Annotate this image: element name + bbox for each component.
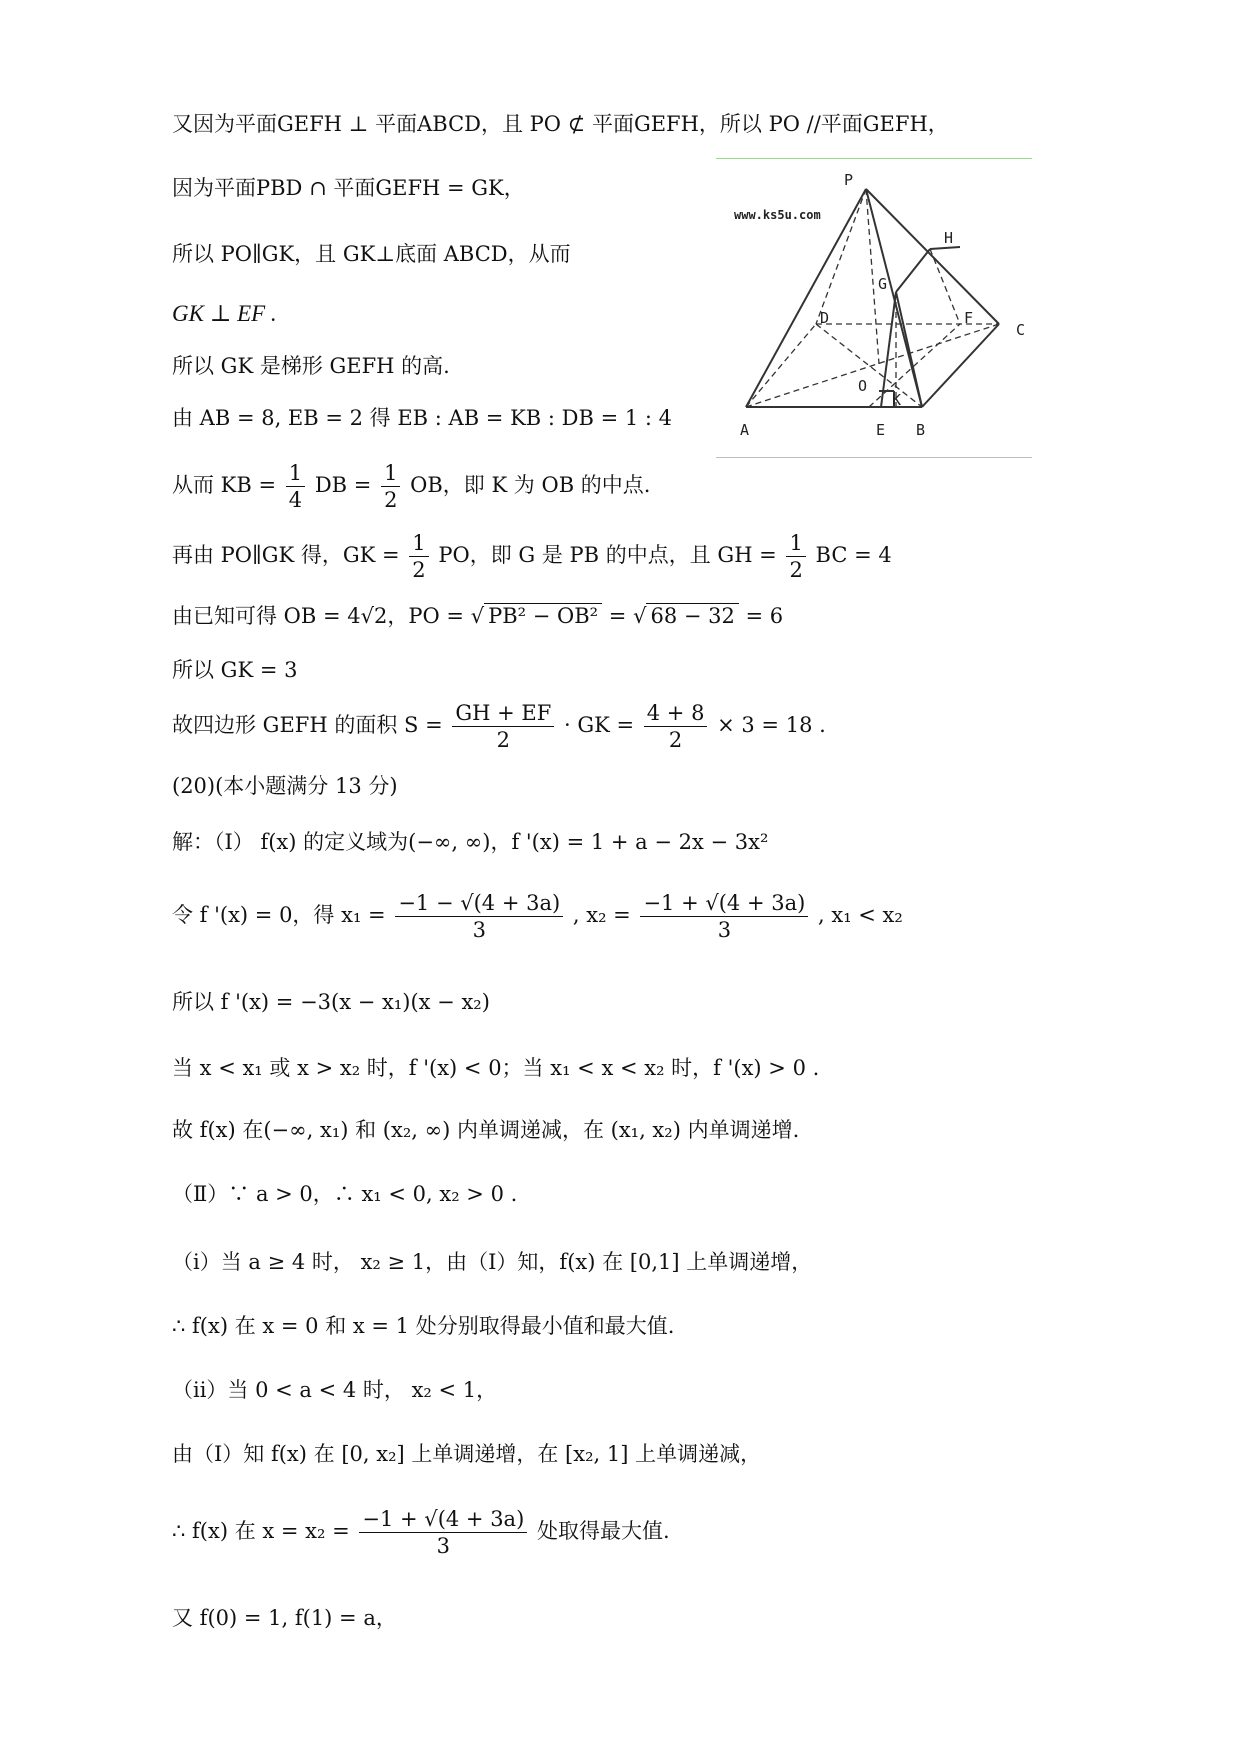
numerator: 1 <box>286 460 305 487</box>
fraction <box>644 700 708 753</box>
text-segment: × 3 = 18 . <box>717 713 826 737</box>
numerator: 1 <box>786 530 805 557</box>
text-line: （Ⅱ）∵ a > 0，∴ x₁ < 0, x₂ > 0 . <box>172 1182 518 1206</box>
text-segment: 令 f '(x) = 0，得 x₁ = <box>172 903 386 927</box>
numerator: 4 + 8 <box>644 700 708 727</box>
pyramid-diagram <box>716 159 1032 457</box>
text-line-fraction <box>172 700 826 753</box>
text-line-fraction <box>172 1506 670 1559</box>
point-label-c: C <box>1016 321 1026 339</box>
denominator: 2 <box>496 728 511 752</box>
text-line: 所以 f '(x) = −3(x − x₁)(x − x₂) <box>172 990 490 1014</box>
numerator: −1 − √(4 + 3a) <box>395 890 563 917</box>
text-line: 解：（Ⅰ） f(x) 的定义域为(−∞, ∞)，f '(x) = 1 + a − 2x − 3x² <box>172 830 769 854</box>
text-line: 所以 PO∥GK，且 GK⊥底面 ABCD，从而 <box>172 242 571 266</box>
text-line: 由 AB = 8, EB = 2 得 EB : AB = KB : DB = 1 : 4 <box>172 406 672 430</box>
point-label-e: E <box>876 421 886 439</box>
text-segment: PO，即 G 是 PB 的中点，且 GH = <box>438 543 777 567</box>
fraction <box>286 460 305 513</box>
text-segment: ∴ f(x) 在 x = x₂ = <box>172 1519 350 1543</box>
fraction <box>786 530 805 583</box>
watermark: www.ks5u.com <box>734 208 821 222</box>
text-line: 又因为平面GEFH ⊥ 平面ABCD，且 PO ⊄ 平面GEFH，所以 PO //平面GEFH， <box>172 112 949 136</box>
text-line: 当 x < x₁ 或 x > x₂ 时，f '(x) < 0；当 x₁ < x < x₂ 时，f '(x) > 0 . <box>172 1056 820 1080</box>
fraction <box>381 460 400 513</box>
denominator: 3 <box>436 1534 451 1558</box>
sqrt-sign: √ <box>470 604 485 628</box>
text-line-root <box>172 602 783 630</box>
sqrt-sign: √ <box>633 604 647 628</box>
text-line: ∴ f(x) 在 x = 0 和 x = 1 处分别取得最小值和最大值. <box>172 1314 675 1338</box>
section-heading: (20)(本小题满分 13 分) <box>172 774 398 798</box>
text-segment: = <box>608 604 627 628</box>
point-label-h: H <box>944 229 954 247</box>
denominator: 2 <box>789 558 803 582</box>
text-line: 又 f(0) = 1, f(1) = a， <box>172 1606 397 1630</box>
pyramid-figure <box>716 158 1032 458</box>
point-label-o: O <box>858 377 868 395</box>
point-label-g: G <box>878 275 888 293</box>
denominator: 2 <box>412 558 426 582</box>
text-line: （ⅱ）当 0 < a < 4 时， x₂ < 1， <box>172 1378 498 1402</box>
text-segment: · GK = <box>563 713 635 737</box>
numerator: −1 + √(4 + 3a) <box>359 1506 527 1533</box>
text-segment: = 6 <box>745 604 784 628</box>
denominator: 3 <box>717 918 732 942</box>
text-line: 由（Ⅰ）知 f(x) 在 [0, x₂] 上单调递增，在 [x₂, 1] 上单调递减， <box>172 1442 762 1466</box>
numerator: GH + EF <box>452 700 554 727</box>
text-segment: , x₂ = <box>572 903 631 927</box>
point-label-f: F <box>964 309 974 327</box>
point-label-a: A <box>740 421 750 439</box>
text-segment: 故四边形 GEFH 的面积 S = <box>172 713 443 737</box>
point-label-b: B <box>916 421 926 439</box>
text-line: （ⅰ）当 a ≥ 4 时， x₂ ≥ 1，由（Ⅰ）知，f(x) 在 [0,1] 上单调递增， <box>172 1250 813 1274</box>
fraction <box>640 890 808 943</box>
text-line: 因为平面PBD ∩ 平面GEFH = GK， <box>172 176 525 200</box>
numerator: −1 + √(4 + 3a) <box>640 890 808 917</box>
fraction <box>359 1506 527 1559</box>
fraction <box>409 530 428 583</box>
text-segment: OB，即 K 为 OB 的中点. <box>410 473 651 497</box>
text-line-fraction <box>172 530 892 583</box>
denominator: 2 <box>668 728 683 752</box>
text-segment: , x₁ < x₂ <box>818 903 903 927</box>
fraction <box>395 890 563 943</box>
text-segment: 再由 PO∥GK 得，GK = <box>172 543 400 567</box>
text-line-fraction <box>172 460 651 513</box>
denominator: 4 <box>288 488 303 512</box>
numerator: 1 <box>381 460 400 487</box>
text-line-fraction <box>172 890 903 943</box>
point-label-p: P <box>844 171 854 189</box>
text-segment: DB = <box>314 473 372 497</box>
denominator: 3 <box>472 918 486 942</box>
fraction <box>452 700 554 753</box>
sqrt-body: PB² − OB² <box>484 603 602 628</box>
point-label-k: K <box>892 391 902 409</box>
numerator: 1 <box>409 530 428 557</box>
text-segment: BC = 4 <box>815 543 892 567</box>
text-line: GK ⊥ EF . <box>172 301 277 326</box>
text-segment: 由已知可得 OB = 4√2，PO = <box>172 604 464 628</box>
text-line: 故 f(x) 在(−∞, x₁) 和 (x₂, ∞) 内单调递减，在 (x₁, x₂) 内单调递增. <box>172 1118 800 1142</box>
text-line: 所以 GK = 3 <box>172 658 298 682</box>
denominator: 2 <box>384 488 398 512</box>
text-segment: 处取得最大值. <box>536 1519 670 1543</box>
point-label-d: D <box>820 309 830 327</box>
text-segment: 从而 KB = <box>172 473 277 497</box>
text-line: 所以 GK 是梯形 GEFH 的高. <box>172 354 450 378</box>
sqrt-body: 68 − 32 <box>646 603 738 628</box>
